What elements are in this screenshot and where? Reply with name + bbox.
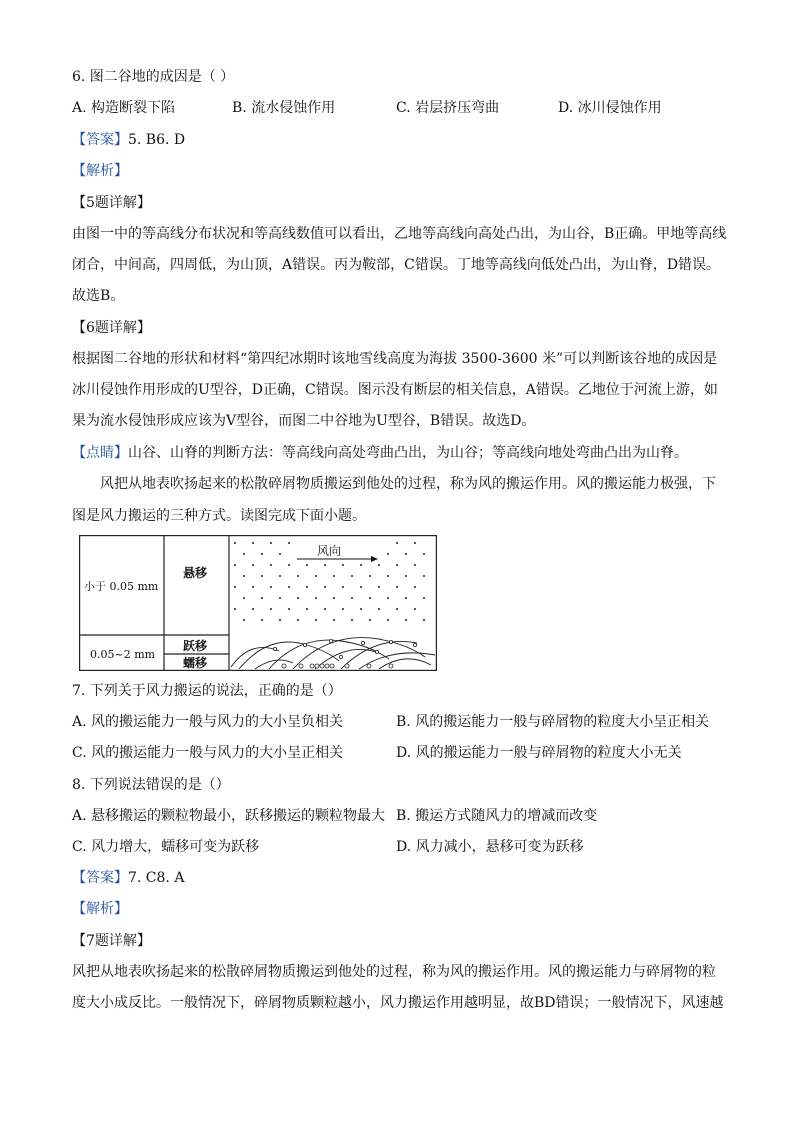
suspended-particle [414,608,416,610]
suspended-particle [252,586,254,588]
suspended-particle [423,553,425,555]
tip-tag: 【点睛】 [72,445,128,461]
q6-option-a: A. 构造断裂下陷 [72,100,176,116]
suspended-particle [261,619,263,621]
suspended-particle [306,608,308,610]
suspended-particle [252,542,254,544]
suspended-particle [261,597,263,599]
suspended-particle [387,553,389,555]
answer-text: 5. B6. D [128,132,186,148]
suspended-particle [279,553,281,555]
suspended-particle [252,564,254,566]
suspended-particle [234,564,236,566]
suspended-particle [414,586,416,588]
answer-text: 7. C8. A [128,870,185,886]
suspended-particle [288,586,290,588]
q8-option-a: A. 悬移搬运的颗粒物最小，跃移搬运的颗粒物最大 [72,808,386,824]
detail5-title: 【5题详解】 [72,195,151,211]
q7-option-a: A. 风的搬运能力一般与风力的大小呈负相关 [72,714,344,730]
suspended-particle [423,597,425,599]
suspended-particle [414,542,416,544]
suspended-particle [324,586,326,588]
suspended-particle [342,564,344,566]
q8-stem: 8. 下列说法错误的是（） [72,777,230,793]
suspended-particle [378,608,380,610]
suspended-particle [396,564,398,566]
suspended-particle [288,542,290,544]
q6-option-d: D. 冰川侵蚀作用 [558,100,662,116]
detail5-line-2: 闭合，中间高，四周低，为山顶，A错误。丙为鞍部，C错误。丁地等高线向低处凸出，为山脊，D错误。 [72,257,721,273]
row2-size-label: 0.05~2 mm [90,648,156,661]
suspended-particle [387,575,389,577]
row1-size-label: 小于 0.05 mm [84,580,159,593]
row2-mode-saltation: 跃移 [183,639,208,653]
suspended-particle [414,564,416,566]
suspended-particle [279,619,281,621]
suspended-particle [333,597,335,599]
suspended-particle [369,575,371,577]
suspended-particle [342,586,344,588]
detail6-title: 【6题详解】 [72,320,151,336]
intro-line-2: 图是风力搬运的三种方式。读图完成下面小题。 [72,508,366,524]
suspended-particle [405,553,407,555]
suspended-particle [396,542,398,544]
detail7-line-1: 风把从地表吹扬起来的松散碎屑物质搬运到他处的过程，称为风的搬运作用。风的搬运能力与碎屑物的粒 [72,964,716,980]
analysis-2 [72,899,722,919]
suspended-particle [387,619,389,621]
suspended-particle [270,542,272,544]
suspended-particle [261,575,263,577]
suspended-particle [396,586,398,588]
suspended-particle [387,597,389,599]
row1-mode-label: 悬移 [183,566,208,580]
answer-1 [72,130,722,150]
suspended-particle [306,564,308,566]
detail5-line-3: 故选B。 [72,288,125,304]
q7-stem: 7. 下列关于风力搬运的说法，正确的是（） [72,683,342,699]
suspended-particle [306,586,308,588]
answer-2 [72,868,722,888]
suspended-particle [351,619,353,621]
suspended-particle [252,608,254,610]
suspended-particle [243,597,245,599]
suspended-particle [405,619,407,621]
creep-grains [282,664,393,668]
tip [72,443,722,463]
suspended-particle [405,575,407,577]
q6-option-c: C. 岩层挤压弯曲 [396,100,500,116]
suspended-particle [324,608,326,610]
suspended-particle [396,608,398,610]
suspended-particle [234,608,236,610]
suspended-particle [405,597,407,599]
suspended-particle [351,597,353,599]
suspended-particle [423,619,425,621]
suspended-particle [423,575,425,577]
row2-mode-creep: 蠕移 [183,656,208,670]
q8-option-d: D. 风力减小，悬移可变为跃移 [396,839,584,855]
q6-stem: 6. 图二谷地的成因是（ ） [72,69,235,85]
q6-option-b: B. 流水侵蚀作用 [232,100,336,116]
suspended-particle [297,619,299,621]
suspended-particle [324,564,326,566]
answer-tag: 【答案】 [72,132,128,148]
suspended-particle [270,608,272,610]
suspended-particle [243,553,245,555]
q8-option-c: C. 风力增大，蠕移可变为跃移 [72,839,260,855]
suspended-particle [378,586,380,588]
detail7-line-2: 度大小成反比。一般情况下，碎屑物质颗粒越小，风力搬运作用越明显，故BD错误；一般情况下，风速越 [72,995,724,1011]
suspended-particle [261,553,263,555]
suspended-particle [333,575,335,577]
analysis-tag: 【解析】 [72,163,128,179]
analysis-tag: 【解析】 [72,901,128,917]
detail6-line-2: 冰川侵蚀作用形成的U型谷，D正确，C错误。图示没有断层的相关信息，A错误。乙地位于河流上游，如 [72,382,718,398]
suspended-particle [243,575,245,577]
detail7-title: 【7题详解】 [72,933,151,949]
detail5-line-1: 由图一中的等高线分布状况和等高线数值可以看出，乙地等高线向高处凸出，为山谷，B正确。甲地等高线 [72,226,727,242]
suspended-particle [288,608,290,610]
detail6-line-3: 果为流水侵蚀形成应该为V型谷，而图二中谷地为U型谷，B错误。故选D。 [72,413,536,429]
suspended-particle [369,619,371,621]
q8-option-b: B. 搬运方式随风力的增减而改变 [396,808,598,824]
wind-direction-label: 风向 [317,544,342,558]
suspended-particle [378,564,380,566]
suspended-particle [270,586,272,588]
suspended-particle [234,586,236,588]
detail6-line-1: 根据图二谷地的形状和材料“第四纪冰期时该地雪线高度为海拔 3500-3600 米”可以判断该谷地的成因是 [72,351,718,367]
suspended-particle [315,619,317,621]
suspended-particle [297,575,299,577]
tip-text: 山谷、山脊的判断方法：等高线向高处弯曲凸出，为山谷；等高线向地处弯曲凸出为山脊。 [128,445,688,461]
intro-line-1: 风把从地表吹扬起来的松散碎屑物质搬运到他处的过程，称为风的搬运作用。风的搬运能力极强，下 [100,476,716,492]
suspended-particle [315,575,317,577]
suspended-particle [234,542,236,544]
suspended-particle [342,608,344,610]
q7-option-b: B. 风的搬运能力一般与碎屑物的粒度大小呈正相关 [396,714,710,730]
suspended-particle [351,575,353,577]
suspended-particle [279,597,281,599]
suspended-particle [270,564,272,566]
suspended-particle [288,564,290,566]
wind-transport-figure [79,535,437,671]
suspended-particle [360,608,362,610]
q7-option-d: D. 风的搬运能力一般与碎屑物的粒度大小无关 [396,745,682,761]
answer-tag: 【答案】 [72,870,128,886]
analysis-1 [72,161,722,181]
suspended-particle [369,597,371,599]
q7-option-c: C. 风的搬运能力一般与风力的大小呈正相关 [72,745,344,761]
suspended-particle [243,619,245,621]
suspended-particle [315,597,317,599]
suspended-particle [360,564,362,566]
suspended-particle [360,586,362,588]
suspended-particle [297,597,299,599]
suspended-particle [333,619,335,621]
suspended-particle [279,575,281,577]
